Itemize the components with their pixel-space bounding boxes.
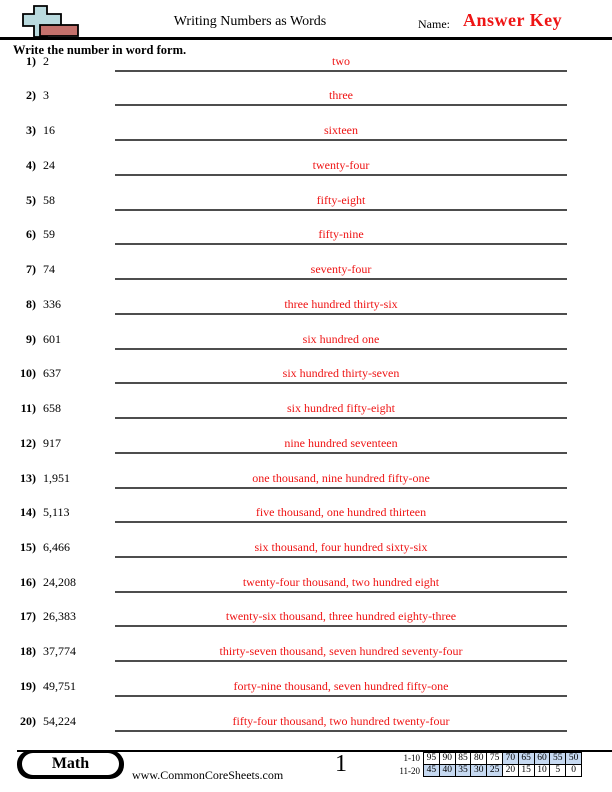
question-row bbox=[0, 324, 612, 359]
question-number: 4) bbox=[26, 157, 36, 172]
score-row2-label: 11-20 bbox=[399, 766, 420, 776]
score-table-labels bbox=[386, 752, 420, 778]
subject-badge bbox=[17, 750, 124, 779]
question-row bbox=[0, 393, 612, 428]
question-number: 2) bbox=[26, 88, 36, 103]
question-value: 6,466 bbox=[43, 540, 70, 555]
question-value: 16 bbox=[43, 123, 55, 138]
score-cell: 10 bbox=[534, 765, 550, 777]
score-cell: 50 bbox=[566, 753, 582, 765]
question-number: 3) bbox=[26, 123, 36, 138]
instructions-text: Write the number in word form. bbox=[13, 43, 187, 57]
question-row bbox=[0, 706, 612, 741]
answer-line: two bbox=[115, 54, 567, 72]
answer-line: forty-nine thousand, seven hundred fifty-one bbox=[115, 679, 567, 697]
answer-line: thirty-seven thousand, seven hundred seventy-four bbox=[115, 644, 567, 662]
score-cell: 95 bbox=[424, 753, 440, 765]
question-number: 17) bbox=[20, 609, 36, 624]
question-number: 16) bbox=[20, 574, 36, 589]
question-value: 24,208 bbox=[43, 574, 76, 589]
question-row bbox=[0, 150, 612, 185]
question-number: 10) bbox=[20, 366, 36, 381]
question-value: 74 bbox=[43, 262, 55, 277]
answer-line: fifty-nine bbox=[115, 227, 567, 245]
score-cell: 30 bbox=[471, 765, 487, 777]
score-cell: 75 bbox=[487, 753, 503, 765]
score-cell: 60 bbox=[534, 753, 550, 765]
question-row bbox=[0, 81, 612, 116]
score-cell: 40 bbox=[439, 765, 455, 777]
score-table bbox=[423, 752, 582, 777]
answer-line: five thousand, one hundred thirteen bbox=[115, 505, 567, 523]
question-value: 54,224 bbox=[43, 713, 76, 728]
answer-line: three bbox=[115, 88, 567, 106]
score-row1-label: 1-10 bbox=[403, 753, 420, 763]
answer-line: fifty-eight bbox=[115, 193, 567, 211]
score-cell: 65 bbox=[518, 753, 534, 765]
question-number: 13) bbox=[20, 470, 36, 485]
score-cell: 80 bbox=[471, 753, 487, 765]
question-row bbox=[0, 185, 612, 220]
question-number: 15) bbox=[20, 540, 36, 555]
question-value: 5,113 bbox=[43, 505, 70, 520]
question-value: 59 bbox=[43, 227, 55, 242]
question-number: 14) bbox=[20, 505, 36, 520]
question-row bbox=[0, 359, 612, 394]
question-number: 18) bbox=[20, 644, 36, 659]
question-number: 8) bbox=[26, 296, 36, 311]
question-number: 9) bbox=[26, 331, 36, 346]
question-value: 917 bbox=[43, 435, 61, 450]
score-row-1 bbox=[424, 753, 582, 765]
question-row bbox=[0, 428, 612, 463]
answer-line: fifty-four thousand, two hundred twenty-four bbox=[115, 714, 567, 732]
subject-badge-label: Math bbox=[22, 753, 119, 775]
question-row bbox=[0, 671, 612, 706]
answer-line: six hundred one bbox=[115, 332, 567, 350]
answer-line: three hundred thirty-six bbox=[115, 297, 567, 315]
score-cell: 70 bbox=[502, 753, 518, 765]
question-value: 24 bbox=[43, 157, 55, 172]
score-cell: 5 bbox=[550, 765, 566, 777]
question-row bbox=[0, 115, 612, 150]
question-value: 601 bbox=[43, 331, 61, 346]
question-row bbox=[0, 289, 612, 324]
question-row bbox=[0, 636, 612, 671]
worksheet-title: Writing Numbers as Words bbox=[173, 14, 327, 29]
answer-line: six thousand, four hundred sixty-six bbox=[115, 540, 567, 558]
score-cell: 85 bbox=[455, 753, 471, 765]
score-cell: 0 bbox=[566, 765, 582, 777]
answer-line: one thousand, nine hundred fifty-one bbox=[115, 471, 567, 489]
question-value: 637 bbox=[43, 366, 61, 381]
question-row bbox=[0, 602, 612, 637]
question-number: 12) bbox=[20, 435, 36, 450]
question-number: 7) bbox=[26, 262, 36, 277]
question-number: 6) bbox=[26, 227, 36, 242]
score-cell: 45 bbox=[424, 765, 440, 777]
question-value: 37,774 bbox=[43, 644, 76, 659]
question-value: 58 bbox=[43, 192, 55, 207]
score-cell: 25 bbox=[487, 765, 503, 777]
answer-line: six hundred thirty-seven bbox=[115, 366, 567, 384]
answer-line: twenty-four bbox=[115, 158, 567, 176]
question-value: 2 bbox=[43, 53, 49, 68]
question-number: 11) bbox=[20, 401, 36, 416]
question-row bbox=[0, 567, 612, 602]
score-cell: 15 bbox=[518, 765, 534, 777]
answer-line: nine hundred seventeen bbox=[115, 436, 567, 454]
question-row bbox=[0, 254, 612, 289]
question-value: 1,951 bbox=[43, 470, 70, 485]
question-value: 49,751 bbox=[43, 678, 76, 693]
answer-line: seventy-four bbox=[115, 262, 567, 280]
website-text: www.CommonCoreSheets.com bbox=[132, 768, 284, 782]
question-row bbox=[0, 532, 612, 567]
score-cell: 35 bbox=[455, 765, 471, 777]
commoncoresheets-logo-icon bbox=[22, 5, 80, 38]
question-row bbox=[0, 498, 612, 533]
score-cell: 55 bbox=[550, 753, 566, 765]
answer-line: twenty-four thousand, two hundred eight bbox=[115, 575, 567, 593]
answer-line: six hundred fifty-eight bbox=[115, 401, 567, 419]
question-value: 26,383 bbox=[43, 609, 76, 624]
question-value: 336 bbox=[43, 296, 61, 311]
question-number: 1) bbox=[26, 53, 36, 68]
header-rule bbox=[0, 37, 612, 40]
questions-list bbox=[0, 46, 612, 741]
question-row bbox=[0, 463, 612, 498]
page-number: 1 bbox=[335, 751, 347, 777]
question-number: 20) bbox=[20, 713, 36, 728]
question-value: 3 bbox=[43, 88, 49, 103]
score-row-2 bbox=[424, 765, 582, 777]
score-cell: 20 bbox=[502, 765, 518, 777]
name-label: Name: bbox=[418, 17, 450, 31]
question-number: 5) bbox=[26, 192, 36, 207]
question-number: 19) bbox=[20, 678, 36, 693]
question-value: 658 bbox=[43, 401, 61, 416]
answer-key-text: Answer Key bbox=[463, 10, 563, 30]
question-row bbox=[0, 220, 612, 255]
answer-line: twenty-six thousand, three hundred eighty-three bbox=[115, 609, 567, 627]
answer-line: sixteen bbox=[115, 123, 567, 141]
question-row bbox=[0, 46, 612, 81]
score-cell: 90 bbox=[439, 753, 455, 765]
